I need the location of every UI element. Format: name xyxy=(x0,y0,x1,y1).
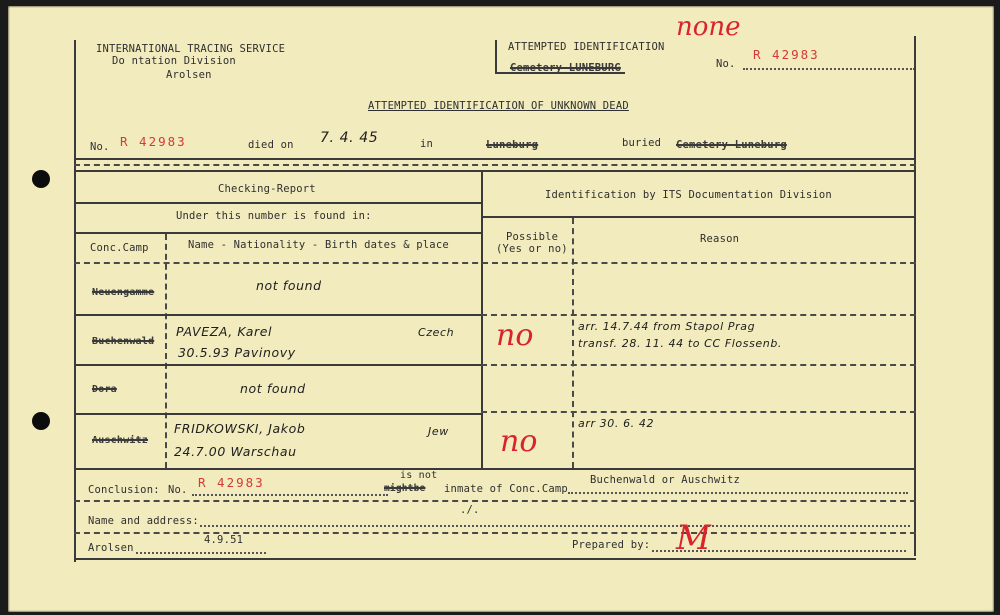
column-header-possible-1: Possible xyxy=(506,231,559,243)
checking-report-subtitle: Under this number is found in: xyxy=(176,210,372,222)
row-name-line2: 30.5.93 Pavinovy xyxy=(178,345,296,360)
conclusion-camps: Buchenwald or Auschwitz xyxy=(590,474,740,486)
row-possible-value: no xyxy=(500,424,538,459)
row-camp: Neuengamme xyxy=(92,287,155,298)
row-name-line1: not found xyxy=(256,278,322,293)
name-address-label: Name and address: xyxy=(88,515,199,527)
punch-hole-top xyxy=(32,170,50,188)
footer-date: 4.9.51 xyxy=(204,534,244,546)
org-division: Do ntation Division xyxy=(112,55,236,67)
column-header-conc-camp: Conc.Camp xyxy=(90,242,149,254)
header-no-value: R 42983 xyxy=(753,47,820,62)
row-camp: Buchenwald xyxy=(92,336,155,347)
form-title: ATTEMPTED IDENTIFICATION OF UNKNOWN DEAD xyxy=(368,100,629,112)
column-header-possible-2: (Yes or no) xyxy=(496,243,568,255)
row-nationality: Jew xyxy=(428,425,449,438)
identification-title: Identification by ITS Documentation Division xyxy=(545,189,832,201)
record-died-value: 7. 4. 45 xyxy=(320,130,379,146)
record-in-value: Luneburg xyxy=(486,139,539,151)
record-buried-value: Cemetery Luneburg xyxy=(676,139,787,151)
index-card xyxy=(8,6,994,612)
row-name-line2: 24.7.00 Warschau xyxy=(174,444,297,459)
row-reason-line2: transf. 28. 11. 44 to CC Flossenb. xyxy=(578,337,783,350)
row-name-line1: PAVEZA, Karel xyxy=(176,324,273,339)
row-name-line1: FRIDKOWSKI, Jakob xyxy=(174,421,306,436)
row-reason-line1: arr. 14.7.44 from Stapol Prag xyxy=(578,320,756,333)
conclusion-label: Conclusion: xyxy=(88,484,160,496)
name-address-value: ./. xyxy=(460,504,480,516)
row-possible-value: no xyxy=(496,318,534,353)
header-cemetery: Cemetery LUNEBURG xyxy=(510,62,621,74)
conclusion-inmate-text: inmate of Conc.Camp xyxy=(444,483,568,495)
record-no-value: R 42983 xyxy=(120,134,187,149)
row-reason-line1: arr 30. 6. 42 xyxy=(578,417,655,430)
row-camp: Auschwitz xyxy=(92,435,148,446)
org-name: INTERNATIONAL TRACING SERVICE xyxy=(96,43,286,55)
org-location: Arolsen xyxy=(166,69,212,81)
header-no-label: No. xyxy=(716,58,736,70)
conclusion-no-value: R 42983 xyxy=(198,475,265,490)
prepared-by-initial: M xyxy=(676,518,711,558)
checking-report-title: Checking-Report xyxy=(218,183,316,195)
punch-hole-bottom xyxy=(32,412,50,430)
header-annotation-none: none xyxy=(676,12,741,42)
row-camp: Dora xyxy=(92,384,117,395)
conclusion-no-label: No. xyxy=(168,484,188,496)
header-box-title: ATTEMPTED IDENTIFICATION xyxy=(508,41,665,53)
column-header-reason: Reason xyxy=(700,233,740,245)
record-in-label: in xyxy=(420,138,434,150)
record-buried-label: buried xyxy=(622,137,662,149)
row-nationality: Czech xyxy=(418,326,455,339)
prepared-by-label: Prepared by: xyxy=(572,539,651,551)
column-header-name: Name - Nationality - Birth dates & place xyxy=(188,239,449,251)
conclusion-mightbe: mightbe xyxy=(384,483,426,494)
row-name-line1: not found xyxy=(240,381,306,396)
footer-place: Arolsen xyxy=(88,542,134,554)
record-no-label: No. xyxy=(90,141,110,153)
conclusion-is-not: is not xyxy=(400,470,438,481)
record-died-label: died on xyxy=(248,139,294,151)
